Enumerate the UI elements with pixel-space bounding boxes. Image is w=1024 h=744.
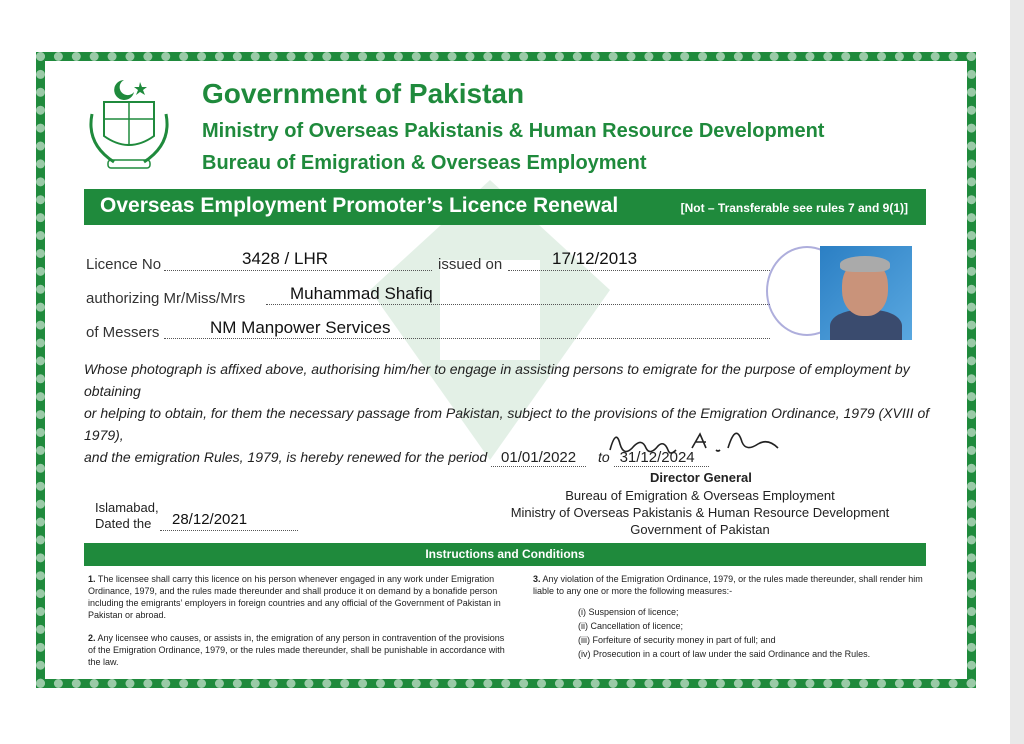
state-emblem-icon (84, 74, 174, 174)
period-to-label: to (598, 449, 610, 465)
issue-place: Islamabad, (95, 500, 159, 515)
condition-3-text: Any violation of the Emigration Ordinance, 1979, or the rules made thereunder, shall render him liable to any one or more the following measures:- (533, 574, 923, 596)
licence-no-label: Licence No (86, 256, 162, 273)
licence-no-value: 3428 / LHR (242, 249, 328, 268)
signatory-line-2: Ministry of Overseas Pakistanis & Human Resource Development (510, 505, 890, 520)
paragraph-line-3-prefix: and the emigration Rules, 1979, is hereby renewed for the period (84, 449, 488, 465)
signatory-address (500, 487, 900, 538)
issued-on-value: 17/12/2013 (552, 249, 638, 268)
authorizing-value: Muhammad Shafiq (290, 284, 433, 303)
measure-2: (ii) Cancellation of licence; (578, 621, 684, 631)
ministry-title: Ministry of Overseas Pakistanis & Human Resource Development (202, 120, 825, 142)
paragraph-line-2: or helping to obtain, for them the necessary passage from Pakistan, subject to the provisions of the Emigration Ordinance, 1979 (XVIII of 1979), (84, 405, 930, 443)
condition-2-text: Any licensee who causes, or assists in, the emigration of any person in contravention of the provisions of the Emigration Ordinance, 1979, or the rules made thereunder, shall be punishable in accordance with the law. (88, 633, 505, 667)
bureau-title: Bureau of Emigration & Overseas Employment (202, 152, 647, 174)
authorisation-paragraph (84, 358, 936, 469)
authorizing-label: authorizing Mr/Miss/Mrs (86, 290, 246, 307)
paragraph-line-3 (84, 446, 936, 469)
director-signature (604, 420, 794, 468)
signatory-line-1: Bureau of Emigration & Overseas Employment (565, 488, 835, 503)
photo-hair (840, 256, 890, 272)
dated-label: Dated the (95, 516, 152, 531)
measure-3: (iii) Forfeiture of security money in part of full; and (578, 635, 776, 645)
condition-2-number: 2. (88, 633, 96, 643)
condition-2 (88, 632, 512, 668)
period-to: 31/12/2024 (614, 449, 709, 467)
issue-date: 28/12/2021 (172, 511, 248, 528)
banner-note: [Not – Transferable see rules 7 and 9(1)] (680, 201, 908, 215)
issued-on-label: issued on (438, 256, 503, 273)
issued-on-dots (508, 256, 770, 271)
condition-1 (88, 573, 512, 621)
condition-1-text: The licensee shall carry this licence on his person whenever engaged in any work under Emigration Ordinance, 1979, and the rules made thereunder and shall produce it on demand by a bonafide person including the emigrants’ employers in foreign countries and any official of the Government of Pakistan in Pakistan or abroad. (88, 574, 501, 620)
period-from: 01/01/2022 (491, 449, 586, 467)
messers-value: NM Manpower Services (210, 318, 391, 337)
messers-label: of Messers (86, 324, 160, 341)
measure-4: (iv) Prosecution in a court of law under the said Ordinance and the Rules. (578, 649, 871, 659)
signatory-line-3: Government of Pakistan (630, 522, 770, 537)
instructions-heading: Instructions and Conditions (84, 543, 926, 566)
paragraph-line-1: Whose photograph is affixed above, authorising him/her to engage in assisting persons to emigrate for the purpose of employment by obtaining (84, 361, 910, 399)
condition-3 (533, 573, 927, 597)
holder-photograph (820, 246, 912, 340)
title-banner (84, 189, 926, 225)
govt-title: Government of Pakistan (202, 78, 525, 109)
measure-1: (i) Suspension of licence; (578, 607, 679, 617)
condition-3-number: 3. (533, 574, 541, 584)
banner-title: Overseas Employment Promoter’s Licence Renewal (100, 194, 619, 217)
condition-1-number: 1. (88, 574, 96, 584)
signatory-title: Director General (650, 470, 752, 485)
